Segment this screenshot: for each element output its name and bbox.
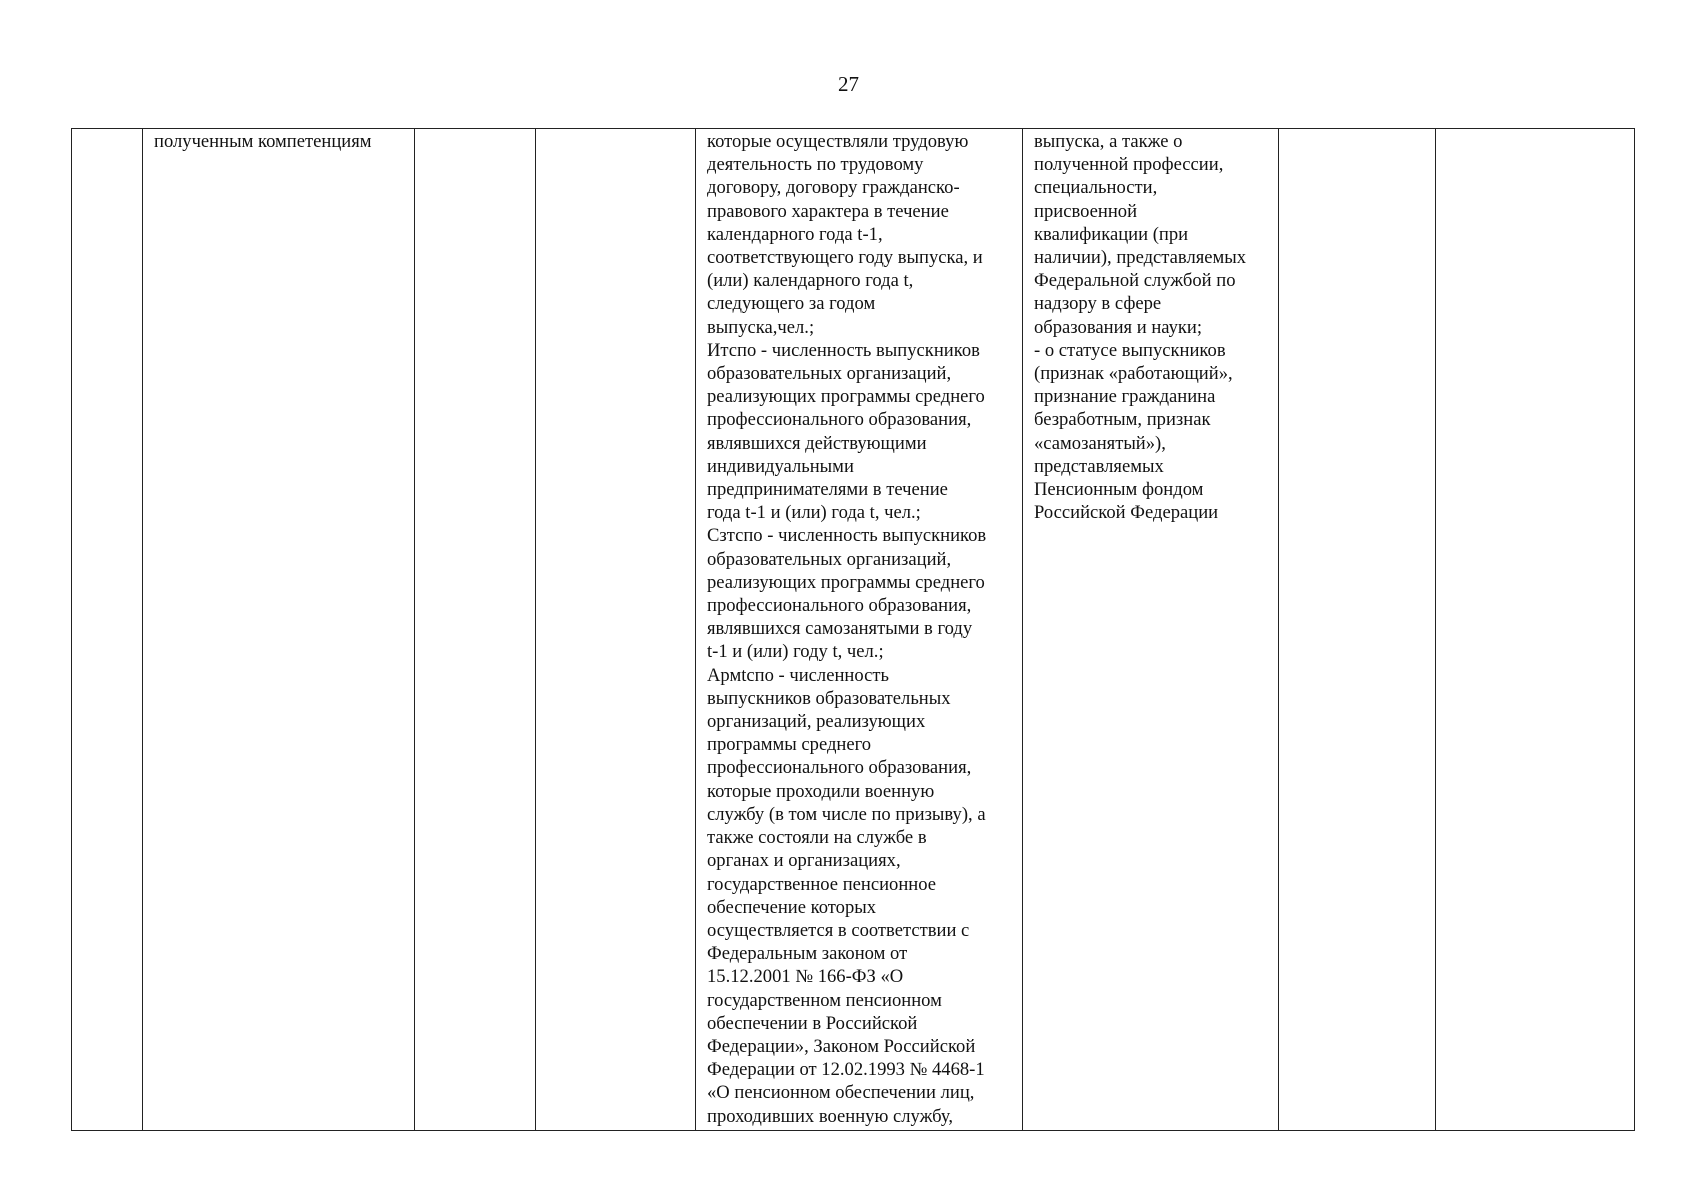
- table-cell-col5: [696, 129, 1023, 1131]
- text-line: Армtспо - численность: [707, 664, 889, 686]
- text-line: являвшихся действующими: [707, 432, 927, 454]
- text-line: предпринимателями в течение: [707, 479, 948, 501]
- text-line: договору, договору гражданско-: [707, 177, 960, 199]
- table-row: [72, 129, 1635, 1131]
- text-line: программы среднего: [707, 734, 872, 756]
- text-line: обеспечении в Российской: [707, 1012, 918, 1034]
- text-line: признание гражданина: [1034, 386, 1216, 408]
- table-cell-col4: [536, 129, 696, 1131]
- text-line: организаций, реализующих: [707, 711, 926, 733]
- text-line: государственное пенсионное: [707, 873, 937, 895]
- table-cell-col7: [1279, 129, 1436, 1131]
- text-line: являвшихся самозанятыми в году: [707, 618, 973, 640]
- text-line: Федерации от 12.02.1993 № 4468-1: [707, 1059, 985, 1081]
- table-cell-col1: [72, 129, 143, 1131]
- document-table: [71, 128, 1635, 1131]
- text-line: полученной профессии,: [1034, 154, 1224, 176]
- table-cell-col6: [1023, 129, 1279, 1131]
- text-line: квалификации (при: [1034, 223, 1189, 245]
- text-line: представляемых: [1034, 455, 1164, 477]
- text-line: реализующих программы среднего: [707, 571, 985, 593]
- text-line: Итспо - численность выпускников: [707, 339, 980, 361]
- text-line: соответствующего году выпуска, и: [707, 247, 983, 269]
- text-line: профессионального образования,: [707, 409, 972, 431]
- text-line: наличии), представляемых: [1034, 247, 1247, 269]
- text-line: которые проходили военную: [707, 780, 935, 802]
- text-line: выпуска,чел.;: [707, 316, 815, 338]
- text-line: Федерации», Законом Российской: [707, 1035, 976, 1057]
- text-line: (или) календарного года t,: [707, 270, 914, 292]
- text-line: выпускников образовательных: [707, 687, 951, 709]
- text-line: органах и организациях,: [707, 850, 901, 872]
- page-number: 27: [838, 72, 859, 96]
- text-line: реализующих программы среднего: [707, 386, 985, 408]
- text-line: проходивших военную службу,: [707, 1105, 954, 1127]
- table-cell-col2: полученным компетенциям: [143, 129, 415, 1131]
- text-line: службу (в том числе по призыву), а: [707, 803, 986, 825]
- text-line: обеспечение которых: [707, 896, 877, 918]
- text-line: календарного года t-1,: [707, 223, 883, 245]
- text-line: «О пенсионном обеспечении лиц,: [707, 1082, 975, 1104]
- text-line: Пенсионным фондом: [1034, 479, 1204, 501]
- text-line: правового характера в течение: [707, 200, 949, 222]
- text-line: также состояли на службе в: [707, 827, 927, 849]
- text-line: государственном пенсионном: [707, 989, 942, 1011]
- text-line: t-1 и (или) году t, чел.;: [707, 641, 884, 663]
- text-line: надзору в сфере: [1034, 293, 1162, 315]
- table-cell-col3: [415, 129, 536, 1131]
- text-line: 15.12.2001 № 166-ФЗ «О: [707, 966, 904, 988]
- text-line: профессионального образования,: [707, 595, 972, 617]
- text-line: Российской Федерации: [1034, 502, 1219, 524]
- text-line: деятельность по трудовому: [707, 154, 924, 176]
- text-line: осуществляется в соответствии с: [707, 919, 970, 941]
- text-line: Сзтспо - численность выпускников: [707, 525, 987, 547]
- text-line: образовательных организаций,: [707, 363, 952, 385]
- text-line: образования и науки;: [1034, 316, 1203, 338]
- text-line: «самозанятый»),: [1034, 432, 1166, 454]
- text-line: следующего за годом: [707, 293, 876, 315]
- text-line: образовательных организаций,: [707, 548, 952, 570]
- text-line: Федеральной службой по: [1034, 270, 1236, 292]
- text-line: которые осуществляли трудовую: [707, 131, 969, 152]
- text-line: специальности,: [1034, 177, 1158, 199]
- text-line: безработным, признак: [1034, 409, 1211, 431]
- data-sources-description: [1034, 130, 1268, 524]
- text-line: индивидуальными: [707, 455, 854, 477]
- text-line: Федеральным законом от: [707, 943, 908, 965]
- text-line: присвоенной: [1034, 200, 1138, 222]
- text-line: года t-1 и (или) года t, чел.;: [707, 502, 921, 524]
- formula-description: [707, 130, 1012, 1128]
- table-cell-col8: [1436, 129, 1635, 1131]
- text-line: выпуска, а также о: [1034, 131, 1183, 152]
- text-line: профессионального образования,: [707, 757, 972, 779]
- text-line: (признак «работающий»,: [1034, 363, 1233, 385]
- text-line: - о статусе выпускников: [1034, 339, 1226, 361]
